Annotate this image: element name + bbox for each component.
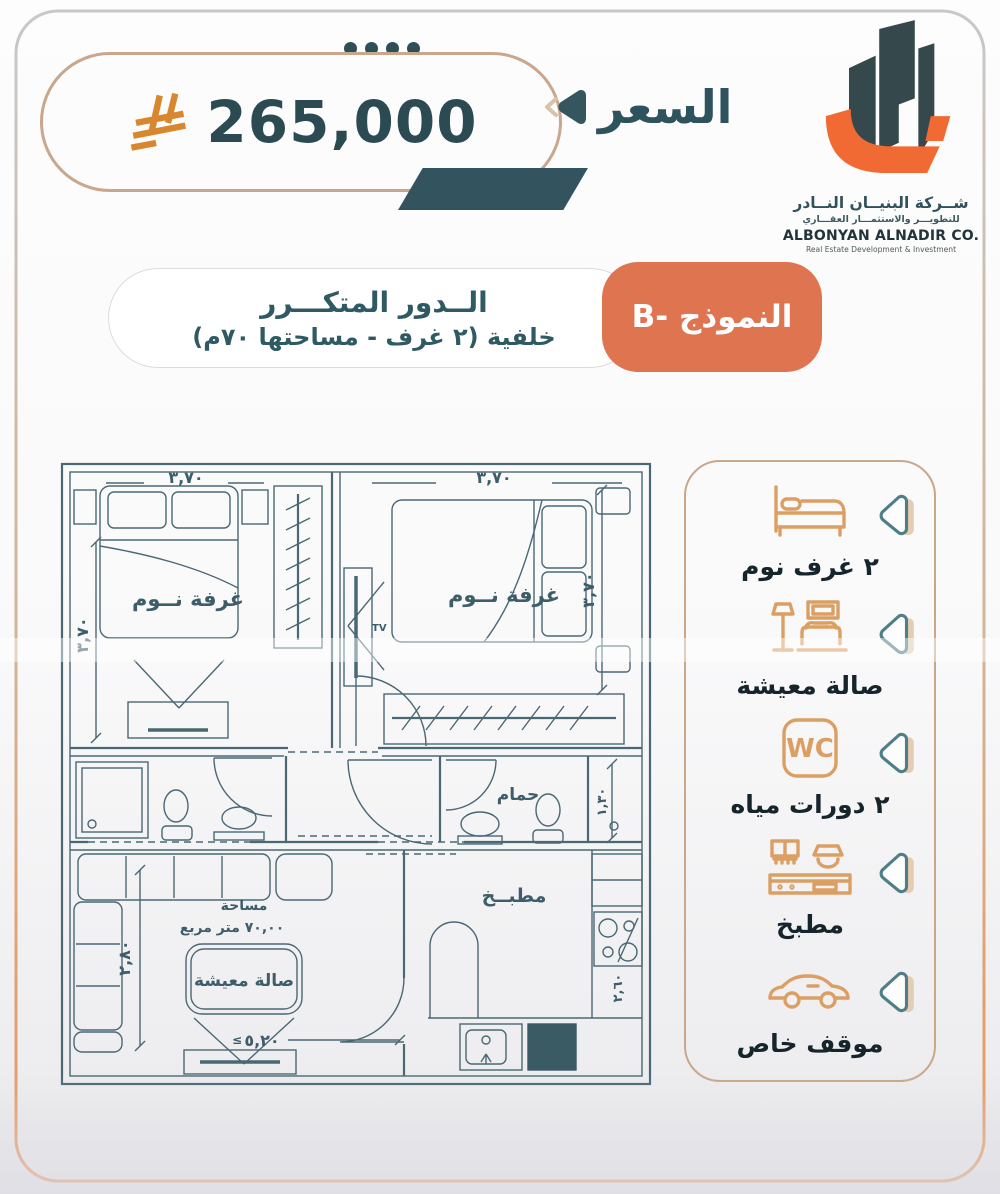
feature-parking — [686, 953, 934, 1072]
arrow-icon — [874, 969, 916, 1015]
model-label: النموذج -B — [631, 299, 793, 335]
living-height-dim: ٢,٨٠ — [115, 940, 134, 976]
wc-icon-text: WC — [786, 734, 834, 765]
features-panel — [684, 460, 936, 1082]
kitchen — [366, 850, 642, 1070]
logo-name-english: ALBONYAN ALNADIR CO. — [782, 228, 980, 244]
feature-kitchen — [686, 834, 934, 953]
feature-label: ٢ غرف نوم — [741, 552, 879, 581]
bathroom-left — [76, 758, 272, 840]
kitchen-icon — [762, 834, 858, 904]
area-value: ٧٠,٠٠ متر مربع — [179, 920, 285, 936]
feature-label: ٢ دورات مياه — [730, 790, 890, 820]
arrow-icon — [874, 850, 916, 896]
bed-icon — [762, 476, 858, 546]
mirror-mark: ≤ — [232, 1033, 243, 1047]
bathroom-right — [446, 759, 618, 844]
feature-bathrooms — [686, 714, 934, 833]
bathroom-label: حمام — [496, 785, 540, 805]
bedroom-left-label: غرفة نــوم — [131, 587, 245, 611]
bedroom-left — [73, 468, 322, 743]
unit-subtitle: خلفية (٢ غرف - مساحتها ٧٠م) — [192, 322, 556, 351]
logo-mark — [801, 16, 961, 186]
logo-name-arabic: شــركة البنيــان النــادر — [793, 194, 969, 212]
bedroom-left-height: ٣,٧٠ — [73, 617, 92, 653]
living-room — [74, 854, 405, 1074]
accent-parallelogram — [398, 168, 588, 210]
feature-label: مطبخ — [775, 909, 845, 939]
model-badge — [602, 262, 822, 372]
unit-description-pill — [108, 268, 640, 368]
bedroom-right-width: ٣,٧٠ — [476, 468, 512, 487]
hallway-door — [298, 760, 432, 844]
area-caption: مساحة — [220, 898, 268, 914]
saudi-riyal-icon — [124, 90, 190, 154]
footer-haze — [0, 1074, 1000, 1194]
company-logo — [778, 16, 984, 254]
kitchen-height-dim: ٢,٦٠ — [611, 973, 626, 1003]
bedroom-right-label: غرفة نــوم — [447, 583, 561, 607]
arrow-icon — [874, 730, 916, 776]
bedroom-left-width: ٣,٧٠ — [168, 468, 204, 487]
feature-bedrooms — [686, 476, 934, 595]
feature-label: موقف خاص — [736, 1028, 884, 1058]
bedroom-right-height: ٣,٧٠ — [579, 572, 598, 608]
pointer-icon — [542, 83, 588, 131]
logo-tagline-arabic: للتطويـــر والاستثمـــار العقـــاري — [802, 214, 960, 225]
tv-label: TV — [372, 623, 387, 634]
price-label: السعر — [598, 80, 733, 134]
car-icon — [762, 953, 858, 1023]
arrow-icon — [874, 492, 916, 538]
bath-shaft-dim: ١,٣٠ — [595, 787, 610, 817]
living-width-dim: ٥,٢٠ — [244, 1031, 280, 1050]
watermark-band — [0, 638, 1000, 662]
price-label-group — [542, 80, 732, 134]
living-label: صالة معيشة — [193, 971, 295, 991]
price-amount: 265,000 — [206, 88, 478, 156]
feature-label: صالة معيشة — [736, 671, 884, 701]
wc-icon — [762, 714, 858, 784]
floor-title: الــدور المتكـــرر — [260, 285, 488, 319]
kitchen-label: مطبــخ — [481, 885, 547, 907]
logo-tagline-english: Real Estate Development & Investment — [805, 245, 957, 254]
floor-plan — [36, 450, 676, 1098]
